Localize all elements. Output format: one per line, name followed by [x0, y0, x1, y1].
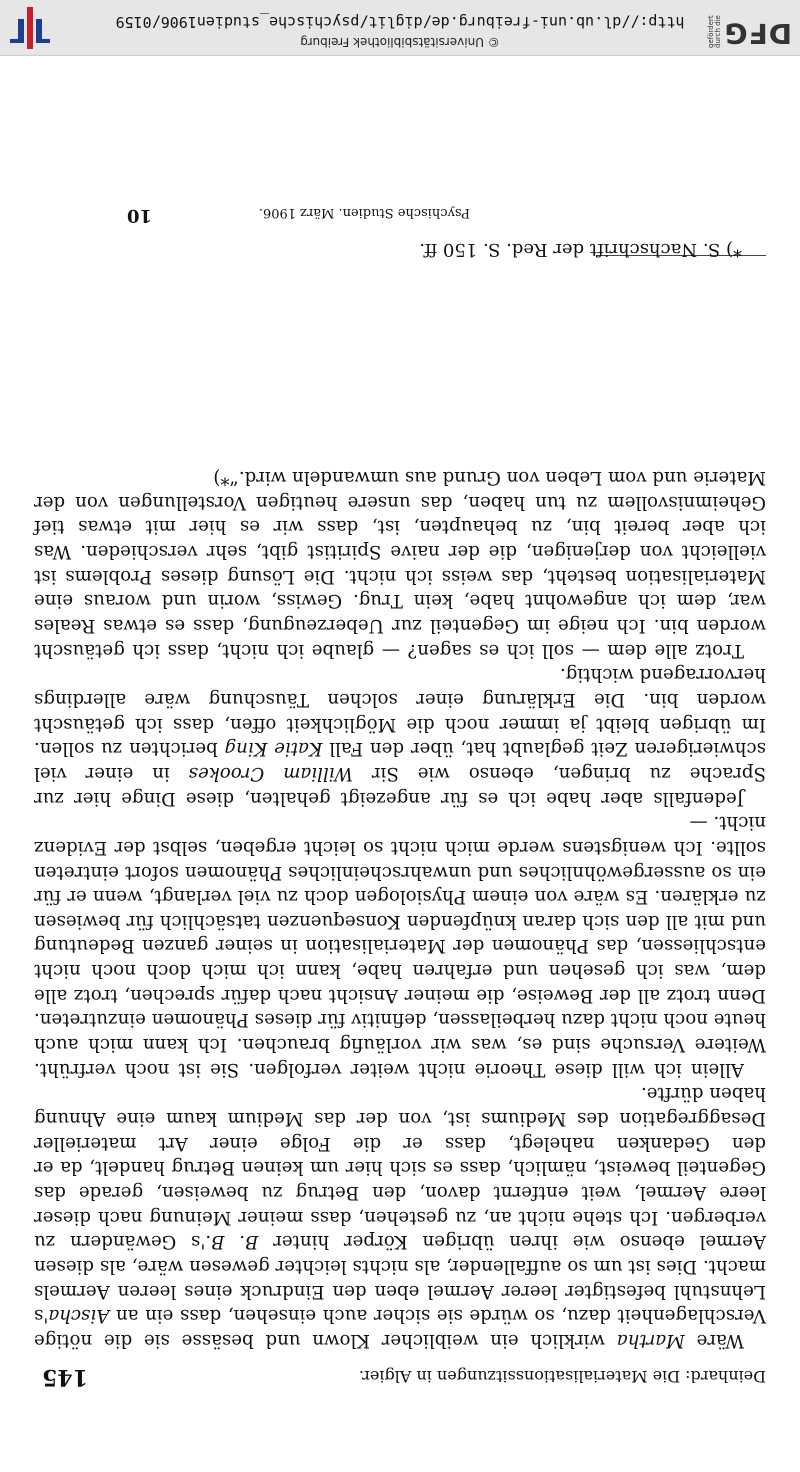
paragraph-4: Trotz alle dem — soll ich es sagen? — glaube ich nicht, dass ich getäuscht worden bin. Ich neige im Gegenteil zur Ueberzeugung, dass es etwas Reales war, dem ich angewohnt habe, kein Trug. Gewiss, worin und woraus eine Materialisation besteht, das weiss ich nicht. Die Lösung dieses Problems ist vielleicht von derjenigen, die der naive Spiritist gibt, sehr verschieden. Was ich aber bereit bin, zu behaupten, ist, dass wir es hier mit etwas tief Geheimnisvollem zu tun haben, das unsere heutigen Vorstellungen von der Materie und vom Leben von Grund aus umwandeln wird.“*): [34, 467, 766, 661]
dfg-logo-text: DFG: [723, 17, 792, 50]
footnote: *) S. Nachschrift der Red. S. 150 ff.: [419, 239, 742, 260]
running-header: [34, 1356, 766, 1390]
dfg-subtitle: gefördert durch die: [707, 15, 722, 48]
source-url-link[interactable]: http://dl.ub.uni-freiburg.de/diglit/psychische_studien1906/0159: [115, 13, 685, 31]
body-text: [34, 464, 766, 1352]
paragraph-2: Allein ich will diese Theorie nicht weiter verfolgen. Sie ist noch verfrüht. Weitere Versuche sind es, was wir vorläufig brauchen. Ich kann mich auch heute noch nicht dazu herbeilassen, definitiv für dieses Phänomen einzutreten. Denn trotz all der Beweise, die meiner Ansicht nach dafür sprechen, trotz alle dem, was ich gesehen und erfahren habe, kann ich mich doch noch nicht entschliessen, das Phänomen der Materialisation in seiner ganzen Bedeutung und mit all den sich daran knüpfenden Konsequenzen tatsächlich für bewiesen zu erklären. Es wäre von einem Physiologen doch zu viel verlangt, wenn er für ein so aussergewöhnliches und unwahrscheinliches Phänomen sofort eintreten sollte. Ich wenigstens werde mich nicht so leicht ergeben, selbst der Evidenz nicht. —: [34, 812, 766, 1080]
viewer-banner: [0, 0, 800, 56]
paragraph-3: Jedenfalls aber habe ich es für angezeigt gehalten, diese Dinge hier zur Sprache zu bringen, ebenso wie Sir William Crookes in einer viel schwierigeren Zeit geglaubt hat, über den Fall Katie King berichten zu sollen. Im übrigen bleibt ja immer noch die Möglichkeit offen, dass ich getäuscht worden bin. Die Erklärung einer solchen Täuschung wäre allerdings hervorragend wichtig.: [34, 664, 766, 809]
signature-mark: 10: [126, 205, 152, 226]
dfg-logo-icon: [708, 6, 792, 50]
journal-footer: Psychische Studien. März 1906.: [258, 205, 470, 220]
paragraph-1: Wäre Martha wirklich ein weiblicher Klown und besässe sie die nötige Verschlagenheit dazu, so würde sie sicher auch einsehen, dass ein an Aischa's Lehnstuhl befestigter leerer Aermel eben den Eindruck eines leeren Aermels macht. Dies ist um so auffallender, als nichts leichter gewesen wäre, als diesen Aermel ebenso wie ihren übrigen Körper hinter B. B.'s Gewändern zu verbergen. Ich stehe nicht an, zu gestehen, dass meiner Meinung nach dieser leere Aermel, weit entfernt davon, den Betrug zu beweisen, gerade das Gegenteil beweist, nämlich, dass es sich hier um keinen Betrug handelt, da er den Gedanken nahelegt, dass er die Folge einer Art materieller Desaggregation des Mediums ist, von der das Medium kaum eine Ahnung haben dürfte.: [33, 1083, 766, 1351]
university-logo-icon: [10, 7, 50, 49]
page-number: 145: [42, 1364, 88, 1390]
copyright-text: © Universitätsbibliothek Freiburg: [300, 35, 500, 49]
running-title: Deinhard: Die Materialisationssitzungen in Algier.: [358, 1367, 766, 1386]
